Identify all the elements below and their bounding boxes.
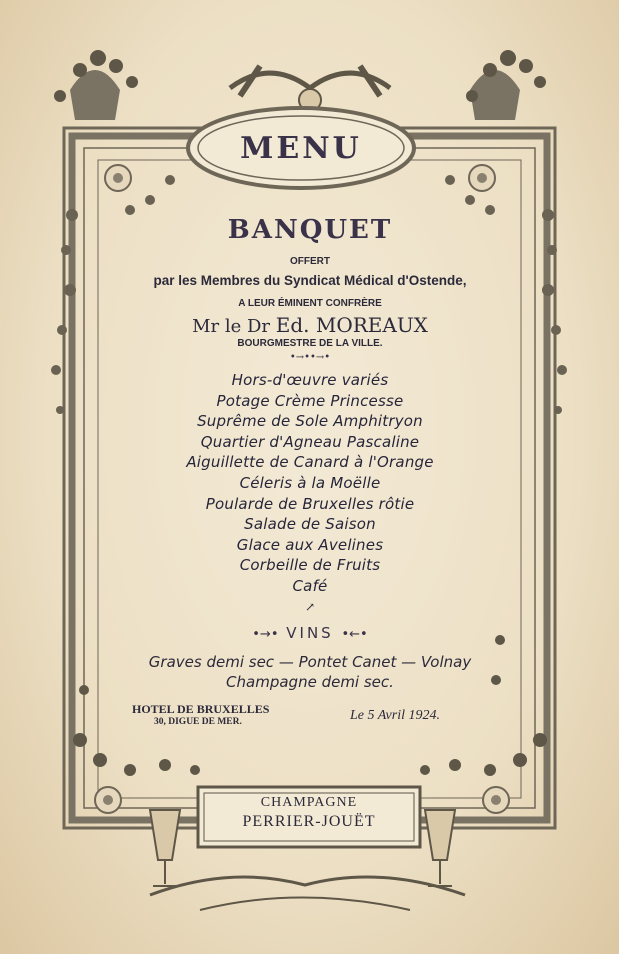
hotel-name: HOTEL DE BRUXELLES [132,702,270,716]
course-item: Hors-d'œuvre variés [231,371,389,389]
honoree-title: Mr le Dr [192,316,270,337]
honoree-role: BOURGMESTRE DE LA VILLE. [237,338,383,349]
wines-line-2: Champagne demi sec. [226,673,394,691]
dots-ornament-left: •→• [252,627,279,642]
course-item: Potage Crème Princesse [216,391,404,410]
sponsor-line-1: CHAMPAGNE [260,795,358,810]
menu-title: MENU [240,130,362,166]
course-item: Quartier d'Agneau Pascaline [200,432,420,451]
event-date: Le 5 Avril 1924. [350,708,440,723]
dedication-line: A LEUR ÉMINENT CONFRÈRE [238,298,382,309]
dots-ornament-right: •←• [341,627,368,642]
sponsor-line-2: PERRIER-JOUËT [242,813,376,830]
venue [132,703,269,729]
wines-list [100,652,520,692]
course-item: Salade de Saison [244,515,376,534]
sponsor-plaque [198,787,420,847]
hotel-address: 30, DIGUE DE MER. [154,717,242,727]
honoree-line [120,313,500,337]
course-list [100,370,520,597]
offert-label: OFFERT [290,256,330,267]
course-item: Suprême de Sole Amphitryon [197,412,423,431]
wines-label: VINS [286,624,334,642]
divider-ornament: •→••→• [289,352,331,363]
course-item: Corbeille de Fruits [239,556,381,575]
course-item: Café [292,576,328,595]
course-item: Glace aux Avelines [236,535,384,554]
course-item: Aiguillette de Canard à l'Orange [186,453,434,472]
honoree-name: Ed. MOREAUX [275,313,428,337]
wines-line-1: Graves demi sec — Pontet Canet — Volnay [148,653,472,671]
course-item: Poularde de Bruxelles rôtie [205,494,415,513]
wines-heading [120,624,500,642]
hosts-line: par les Membres du Syndicat Médical d'Ostende, [153,273,467,288]
course-item: Céleris à la Moëlle [239,473,381,492]
arrow-ornament: ↗ [304,600,316,614]
banquet-heading: BANQUET [227,215,393,245]
